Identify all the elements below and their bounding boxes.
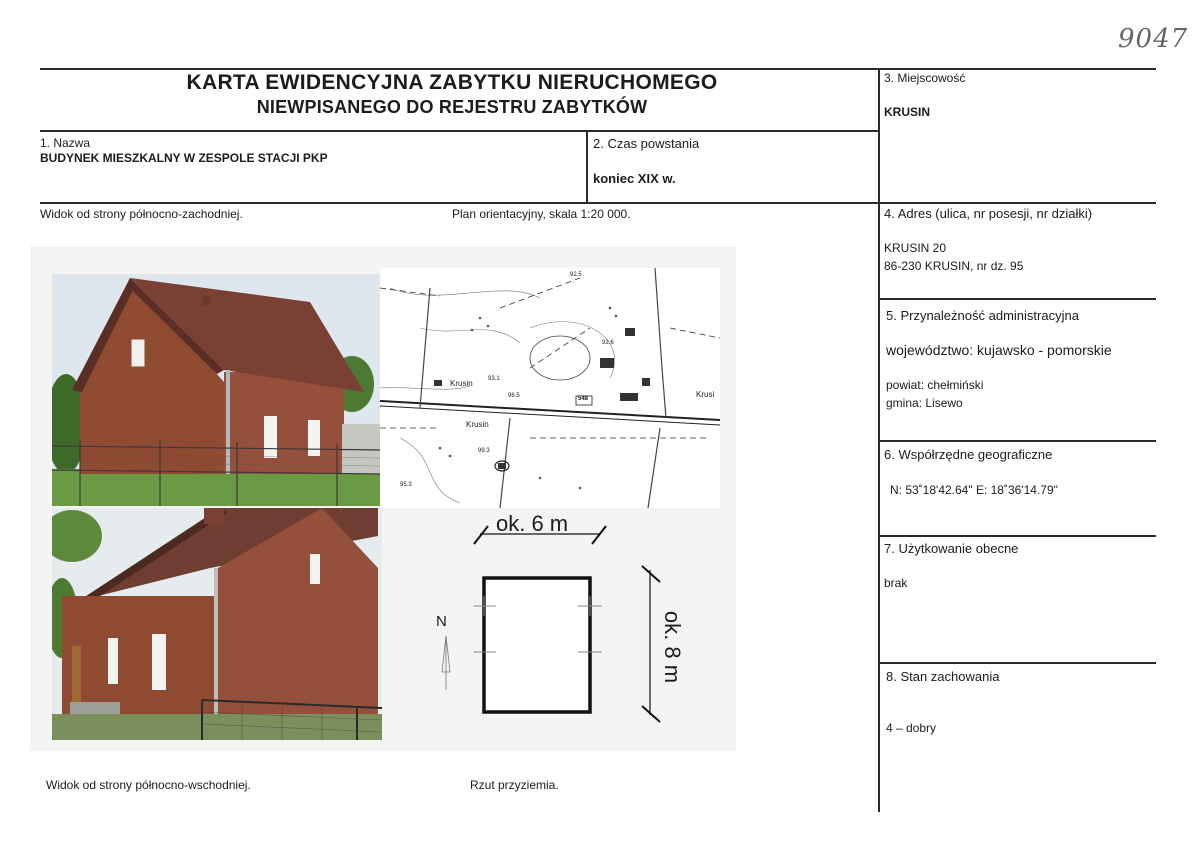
map-elev-6: 95.3 — [400, 482, 412, 488]
map-elev-2: 93.1 — [488, 376, 500, 382]
address-line1: KRUSIN 20 — [884, 241, 947, 255]
caption-view-nw: Widok od strony północno-zachodniej. — [40, 207, 243, 221]
caption-view-ne: Widok od strony północno-wschodniej. — [46, 778, 251, 792]
card-subtitle: NIEWPISANEGO DO REJESTRU ZABYTKÓW — [256, 97, 648, 117]
north-label: N — [436, 613, 447, 630]
name-date-divider — [586, 130, 588, 203]
map-label-krusin-1: Krusin — [450, 379, 473, 388]
usage-bottom-line — [878, 662, 1156, 664]
floor-plan — [410, 510, 710, 740]
date-label: 2. Czas powstania — [593, 136, 700, 151]
section1-bottom-line — [40, 202, 1156, 204]
handwritten-number: 9047 — [1118, 24, 1189, 54]
usage-label: 7. Użytkowanie obecne — [884, 541, 1019, 556]
admin-commune: gmina: Lisewo — [886, 396, 963, 410]
address-label: 4. Adres (ulica, nr posesji, nr działki) — [884, 206, 1093, 221]
name-label: 1. Nazwa — [40, 136, 91, 150]
date-value: koniec XIX w. — [593, 171, 676, 186]
caption-floor-plan: Rzut przyziemia. — [470, 778, 559, 792]
usage-value: brak — [884, 576, 908, 590]
header-bottom-line — [40, 130, 878, 132]
map-elev-3: 96.5 — [508, 393, 520, 399]
top-border — [40, 68, 1156, 70]
plan-length-label: ok. 8 m — [660, 610, 685, 684]
admin-label: 5. Przynależność administracyjna — [886, 308, 1079, 323]
photo-northwest-view — [52, 274, 382, 506]
address-bottom-line — [878, 298, 1156, 300]
coords-value: N: 53˚18'42.64" E: 18˚36'14.79" — [890, 483, 1058, 497]
caption-map: Plan orientacyjny, skala 1:20 000. — [452, 207, 631, 221]
address-line2: 86-230 KRUSIN, nr dz. 95 — [884, 259, 1024, 273]
card-title: KARTA EWIDENCYJNA ZABYTKU NIERUCHOMEGO — [186, 71, 718, 94]
name-value: BUDYNEK MIESZKALNY W ZESPOLE STACJI PKP — [40, 151, 328, 165]
coords-bottom-line — [878, 535, 1156, 537]
locality-label: 3. Miejscowość — [884, 71, 966, 85]
map-label-krusin-3: Krusi — [696, 390, 715, 399]
map-elev-1: 92.5 — [570, 272, 582, 278]
coords-label: 6. Współrzędne geograficzne — [884, 447, 1053, 462]
admin-bottom-line — [878, 440, 1156, 442]
map-label-road: 548 — [578, 396, 589, 402]
admin-voivodeship: województwo: kujawsko - pomorskie — [886, 342, 1112, 358]
plan-width-label: ok. 6 m — [496, 511, 569, 536]
condition-value: 4 – dobry — [886, 721, 937, 735]
map-elev-4: 92.6 — [602, 340, 614, 346]
locality-value: KRUSIN — [884, 105, 931, 119]
condition-label: 8. Stan zachowania — [886, 669, 1000, 684]
map-elev-5: 99.3 — [478, 448, 490, 454]
admin-county: powiat: chełmiński — [886, 378, 984, 392]
orientation-map — [380, 268, 720, 508]
map-label-krusin-2: Krusin — [466, 420, 489, 429]
photo-northeast-view — [52, 508, 382, 740]
